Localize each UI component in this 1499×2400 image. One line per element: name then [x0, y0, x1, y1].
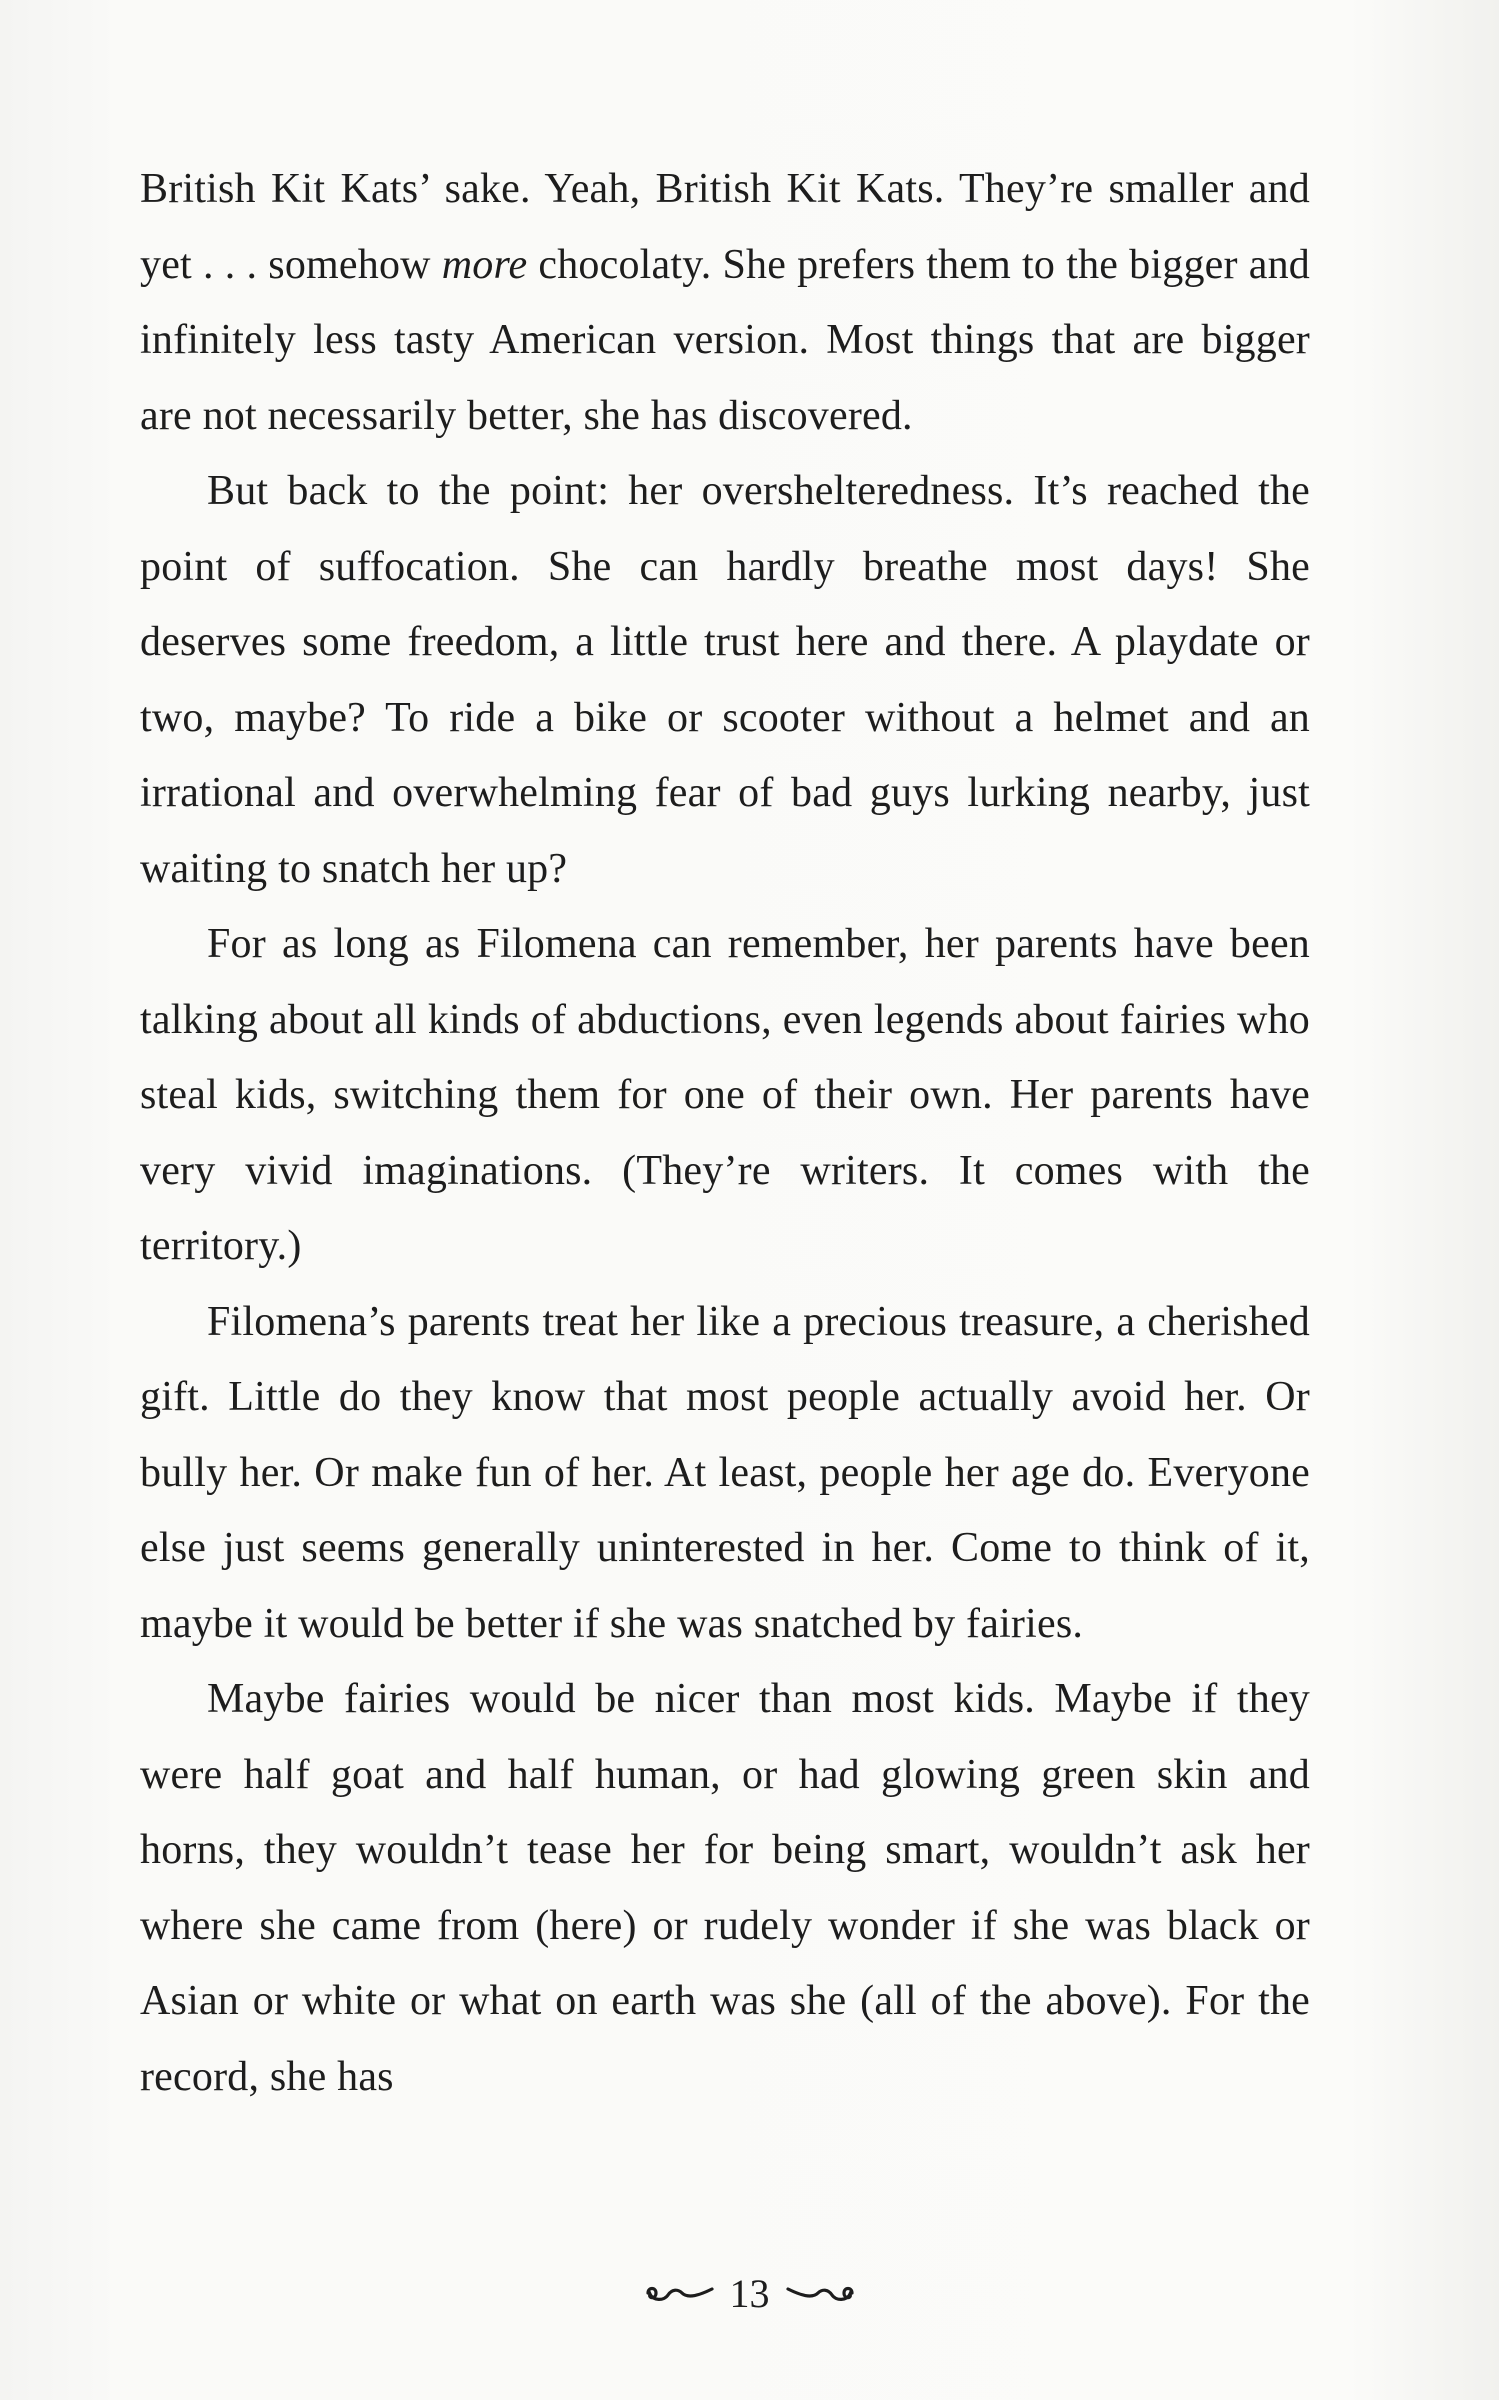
page-number: 13: [729, 2271, 770, 2316]
paragraph-2: But back to the point: her overshelteredness. It’s reached the point of suffocation. She can hardly breathe most days! She deserves some freedom, a little trust here and there. A playdate or two, maybe? To ride a bike or scooter without a helmet and an irrational and overwhelming fear of bad guys lurking nearby, just waiting to snatch her up?: [140, 468, 1310, 892]
paragraph-5: Maybe fairies would be nicer than most kids. Maybe if they were half goat and half human, or had glowing green skin and horns, they wouldn’t tease her for being smart, wouldn’t ask her where she came from (here) or rudely wonder if she was black or Asian or white or what on earth was she (all of the above). For the record, she has: [140, 1676, 1310, 2100]
left-flourish-icon: [644, 2279, 716, 2309]
paragraph-3: For as long as Filomena can remember, her parents have been talking about all kinds of abductions, even legends about fairies who steal kids, switching them for one of their own. Her parents have very vivid imaginations. (They’re writers. It comes with the territory.): [140, 921, 1310, 1269]
emphasis-more: more: [441, 241, 528, 288]
body-text: [140, 152, 1310, 2115]
page-folio: [0, 2270, 1499, 2317]
paragraph-4: Filomena’s parents treat her like a precious treasure, a cherished gift. Little do they know that most people actually avoid her. Or bully her. Or make fun of her. At least, people her age do. Everyone else just seems generally uninterested in her. Come to think of it, maybe it would be better if she was snatched by fairies.: [140, 1298, 1310, 1647]
right-flourish-icon: [784, 2279, 856, 2309]
paragraph-1: British Kit Kats’ sake. Yeah, British Kit Kats. They’re smaller and yet . . . somehow more chocolaty. She prefers them to the bigger and infinitely less tasty American version. Most things that are bigger are not necessarily better, she has discovered.: [140, 166, 1310, 439]
